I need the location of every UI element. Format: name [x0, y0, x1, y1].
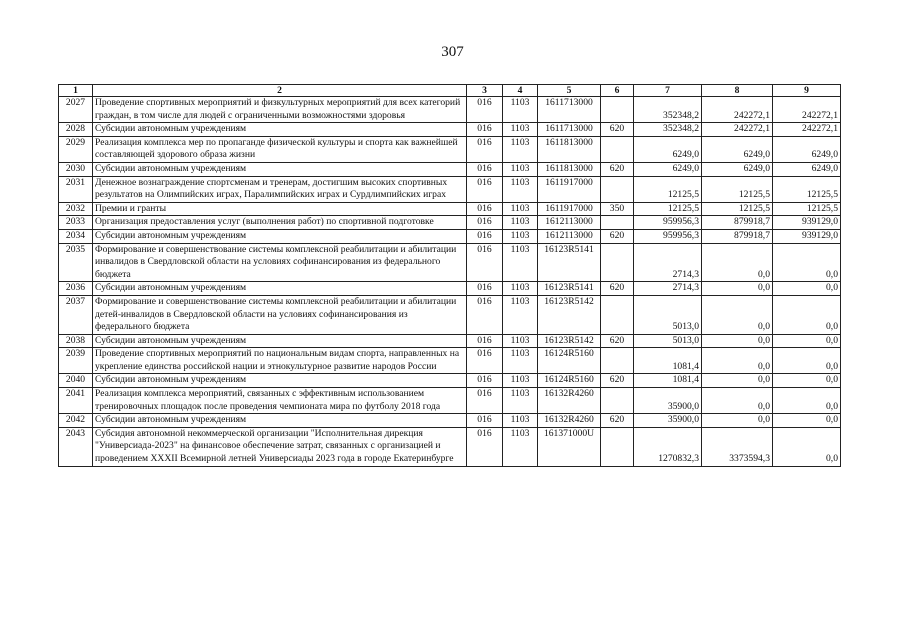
item-name: Проведение спортивных мероприятий и физкультурных мероприятий для всех категорий граждан, в том числе для людей с ограниченными возможностями здоровья — [93, 97, 467, 123]
section-code: 1103 — [503, 282, 538, 296]
item-name: Субсидии автономным учреждениям — [93, 123, 467, 137]
item-name: Субсидии автономным учреждениям — [93, 334, 467, 348]
amount-col-8: 242272,1 — [702, 97, 773, 123]
expense-type-code — [601, 216, 634, 230]
amount-col-9: 0,0 — [773, 295, 841, 334]
row-number: 2028 — [59, 123, 93, 137]
amount-col-7: 35900,0 — [634, 388, 702, 414]
amount-col-8: 6249,0 — [702, 136, 773, 162]
ministry-code: 016 — [467, 243, 503, 282]
item-name: Субсидии автономным учреждениям — [93, 162, 467, 176]
amount-col-9: 0,0 — [773, 414, 841, 428]
amount-col-7: 2714,3 — [634, 243, 702, 282]
target-article-code: 1611917000 — [538, 202, 601, 216]
expense-type-code: 620 — [601, 414, 634, 428]
target-article-code: 1612113000 — [538, 229, 601, 243]
expense-type-code — [601, 348, 634, 374]
target-article-code: 16123R5141 — [538, 282, 601, 296]
ministry-code: 016 — [467, 136, 503, 162]
table-row — [59, 202, 841, 216]
ministry-code: 016 — [467, 348, 503, 374]
target-article-code: 16124R5160 — [538, 348, 601, 374]
expense-type-code: 620 — [601, 282, 634, 296]
table-row — [59, 282, 841, 296]
ministry-code: 016 — [467, 123, 503, 137]
item-name: Формирование и совершенствование системы комплексной реабилитации и абилитации инвалидов в Свердловской области на условиях софинансирования из федерального бюджета — [93, 243, 467, 282]
table-row — [59, 334, 841, 348]
ministry-code: 016 — [467, 427, 503, 466]
row-number: 2043 — [59, 427, 93, 466]
target-article-code: 16123R5142 — [538, 334, 601, 348]
amount-col-9: 12125,5 — [773, 176, 841, 202]
item-name: Организация предоставления услуг (выполнения работ) по спортивной подготовке — [93, 216, 467, 230]
amount-col-8: 3373594,3 — [702, 427, 773, 466]
amount-col-7: 12125,5 — [634, 202, 702, 216]
section-code: 1103 — [503, 202, 538, 216]
target-article-code: 161371000U — [538, 427, 601, 466]
header-cell: 2 — [93, 85, 467, 97]
item-name: Реализация комплекса мер по пропаганде физической культуры и спорта как важнейшей составляющей здорового образа жизни — [93, 136, 467, 162]
amount-col-9: 939129,0 — [773, 216, 841, 230]
amount-col-8: 879918,7 — [702, 216, 773, 230]
row-number: 2042 — [59, 414, 93, 428]
section-code: 1103 — [503, 427, 538, 466]
section-code: 1103 — [503, 229, 538, 243]
expense-type-code — [601, 295, 634, 334]
amount-col-9: 242272,1 — [773, 97, 841, 123]
row-number: 2038 — [59, 334, 93, 348]
amount-col-9: 0,0 — [773, 334, 841, 348]
ministry-code: 016 — [467, 176, 503, 202]
amount-col-8: 0,0 — [702, 348, 773, 374]
amount-col-9: 6249,0 — [773, 136, 841, 162]
table-row — [59, 97, 841, 123]
target-article-code: 1611917000 — [538, 176, 601, 202]
item-name: Субсидии автономным учреждениям — [93, 414, 467, 428]
amount-col-8: 0,0 — [702, 334, 773, 348]
expense-type-code: 350 — [601, 202, 634, 216]
target-article-code: 16132R4260 — [538, 388, 601, 414]
header-cell: 8 — [702, 85, 773, 97]
section-code: 1103 — [503, 388, 538, 414]
amount-col-8: 12125,5 — [702, 202, 773, 216]
target-article-code: 16123R5141 — [538, 243, 601, 282]
row-number: 2037 — [59, 295, 93, 334]
table-row — [59, 123, 841, 137]
header-cell: 6 — [601, 85, 634, 97]
amount-col-9: 939129,0 — [773, 229, 841, 243]
table-row — [59, 176, 841, 202]
row-number: 2040 — [59, 374, 93, 388]
expense-type-code — [601, 97, 634, 123]
page-number: 307 — [441, 44, 464, 60]
item-name: Проведение спортивных мероприятий по национальным видам спорта, направленных на укрепление единства российской нации и этнокультурное развитие народов России — [93, 348, 467, 374]
item-name: Формирование и совершенствование системы комплексной реабилитации и абилитации детей-инвалидов в Свердловской области на условиях софинансирования из федерального бюджета — [93, 295, 467, 334]
target-article-code: 16124R5160 — [538, 374, 601, 388]
amount-col-9: 242272,1 — [773, 123, 841, 137]
table-row — [59, 374, 841, 388]
item-name: Субсидии автономным учреждениям — [93, 229, 467, 243]
target-article-code: 16123R5142 — [538, 295, 601, 334]
amount-col-8: 12125,5 — [702, 176, 773, 202]
section-code: 1103 — [503, 295, 538, 334]
amount-col-9: 0,0 — [773, 243, 841, 282]
row-number: 2041 — [59, 388, 93, 414]
target-article-code: 16132R4260 — [538, 414, 601, 428]
table-row — [59, 216, 841, 230]
section-code: 1103 — [503, 243, 538, 282]
expense-type-code: 620 — [601, 374, 634, 388]
amount-col-7: 5013,0 — [634, 295, 702, 334]
amount-col-7: 5013,0 — [634, 334, 702, 348]
ministry-code: 016 — [467, 282, 503, 296]
amount-col-8: 0,0 — [702, 243, 773, 282]
section-code: 1103 — [503, 216, 538, 230]
table-row — [59, 162, 841, 176]
row-number: 2032 — [59, 202, 93, 216]
amount-col-8: 879918,7 — [702, 229, 773, 243]
amount-col-7: 6249,0 — [634, 162, 702, 176]
header-cell: 9 — [773, 85, 841, 97]
item-name: Субсидии автономным учреждениям — [93, 282, 467, 296]
amount-col-9: 0,0 — [773, 427, 841, 466]
table-row — [59, 295, 841, 334]
target-article-code: 1611713000 — [538, 123, 601, 137]
amount-col-8: 6249,0 — [702, 162, 773, 176]
amount-col-7: 35900,0 — [634, 414, 702, 428]
amount-col-9: 0,0 — [773, 282, 841, 296]
section-code: 1103 — [503, 136, 538, 162]
ministry-code: 016 — [467, 162, 503, 176]
item-name: Субсидии автономным учреждениям — [93, 374, 467, 388]
expense-type-code: 620 — [601, 334, 634, 348]
amount-col-8: 242272,1 — [702, 123, 773, 137]
header-cell: 4 — [503, 85, 538, 97]
section-code: 1103 — [503, 348, 538, 374]
expense-type-code — [601, 388, 634, 414]
section-code: 1103 — [503, 176, 538, 202]
ministry-code: 016 — [467, 414, 503, 428]
amount-col-7: 12125,5 — [634, 176, 702, 202]
amount-col-7: 1270832,3 — [634, 427, 702, 466]
table-row — [59, 388, 841, 414]
row-number: 2039 — [59, 348, 93, 374]
expense-type-code: 620 — [601, 229, 634, 243]
section-code: 1103 — [503, 374, 538, 388]
table-row — [59, 348, 841, 374]
header-cell: 5 — [538, 85, 601, 97]
header-cell: 3 — [467, 85, 503, 97]
header-cell: 1 — [59, 85, 93, 97]
amount-col-7: 1081,4 — [634, 348, 702, 374]
section-code: 1103 — [503, 334, 538, 348]
amount-col-7: 1081,4 — [634, 374, 702, 388]
ministry-code: 016 — [467, 202, 503, 216]
table-row — [59, 243, 841, 282]
row-number: 2029 — [59, 136, 93, 162]
row-number: 2027 — [59, 97, 93, 123]
table-row — [59, 414, 841, 428]
item-name: Премии и гранты — [93, 202, 467, 216]
row-number: 2036 — [59, 282, 93, 296]
amount-col-7: 6249,0 — [634, 136, 702, 162]
amount-col-7: 959956,3 — [634, 216, 702, 230]
ministry-code: 016 — [467, 216, 503, 230]
amount-col-9: 0,0 — [773, 374, 841, 388]
item-name: Субсидия автономной некоммерческой организации "Исполнительная дирекция "Универсиада-2023" на финансовое обеспечение затрат, связанных с организацией и проведением XXXII Всемирной летней Универсиады 2023 года в городе Екатеринбурге — [93, 427, 467, 466]
expense-type-code: 620 — [601, 123, 634, 137]
amount-col-7: 959956,3 — [634, 229, 702, 243]
target-article-code: 1612113000 — [538, 216, 601, 230]
section-code: 1103 — [503, 123, 538, 137]
section-code: 1103 — [503, 414, 538, 428]
section-code: 1103 — [503, 162, 538, 176]
table-row — [59, 229, 841, 243]
item-name: Денежное вознаграждение спортсменам и тренерам, достигшим высоких спортивных результатов на Олимпийских играх, Паралимпийских играх и Сурдлимпийских играх — [93, 176, 467, 202]
target-article-code: 1611813000 — [538, 136, 601, 162]
ministry-code: 016 — [467, 295, 503, 334]
item-name: Реализация комплекса мероприятий, связанных с эффективным использованием тренировочных площадок после проведения чемпионата мира по футболу 2018 года — [93, 388, 467, 414]
ministry-code: 016 — [467, 334, 503, 348]
amount-col-8: 0,0 — [702, 282, 773, 296]
section-code: 1103 — [503, 97, 538, 123]
target-article-code: 1611713000 — [538, 97, 601, 123]
expense-type-code — [601, 136, 634, 162]
expense-type-code — [601, 427, 634, 466]
row-number: 2034 — [59, 229, 93, 243]
table-row — [59, 427, 841, 466]
expense-type-code: 620 — [601, 162, 634, 176]
ministry-code: 016 — [467, 388, 503, 414]
expense-type-code — [601, 176, 634, 202]
header-row — [59, 85, 841, 97]
amount-col-8: 0,0 — [702, 414, 773, 428]
amount-col-8: 0,0 — [702, 295, 773, 334]
amount-col-8: 0,0 — [702, 388, 773, 414]
amount-col-7: 2714,3 — [634, 282, 702, 296]
amount-col-9: 6249,0 — [773, 162, 841, 176]
target-article-code: 1611813000 — [538, 162, 601, 176]
header-cell: 7 — [634, 85, 702, 97]
ministry-code: 016 — [467, 229, 503, 243]
row-number: 2035 — [59, 243, 93, 282]
amount-col-7: 352348,2 — [634, 123, 702, 137]
row-number: 2030 — [59, 162, 93, 176]
expense-type-code — [601, 243, 634, 282]
budget-table — [58, 84, 841, 467]
ministry-code: 016 — [467, 374, 503, 388]
amount-col-7: 352348,2 — [634, 97, 702, 123]
ministry-code: 016 — [467, 97, 503, 123]
row-number: 2033 — [59, 216, 93, 230]
amount-col-9: 0,0 — [773, 388, 841, 414]
amount-col-9: 0,0 — [773, 348, 841, 374]
amount-col-8: 0,0 — [702, 374, 773, 388]
table-row — [59, 136, 841, 162]
amount-col-9: 12125,5 — [773, 202, 841, 216]
row-number: 2031 — [59, 176, 93, 202]
